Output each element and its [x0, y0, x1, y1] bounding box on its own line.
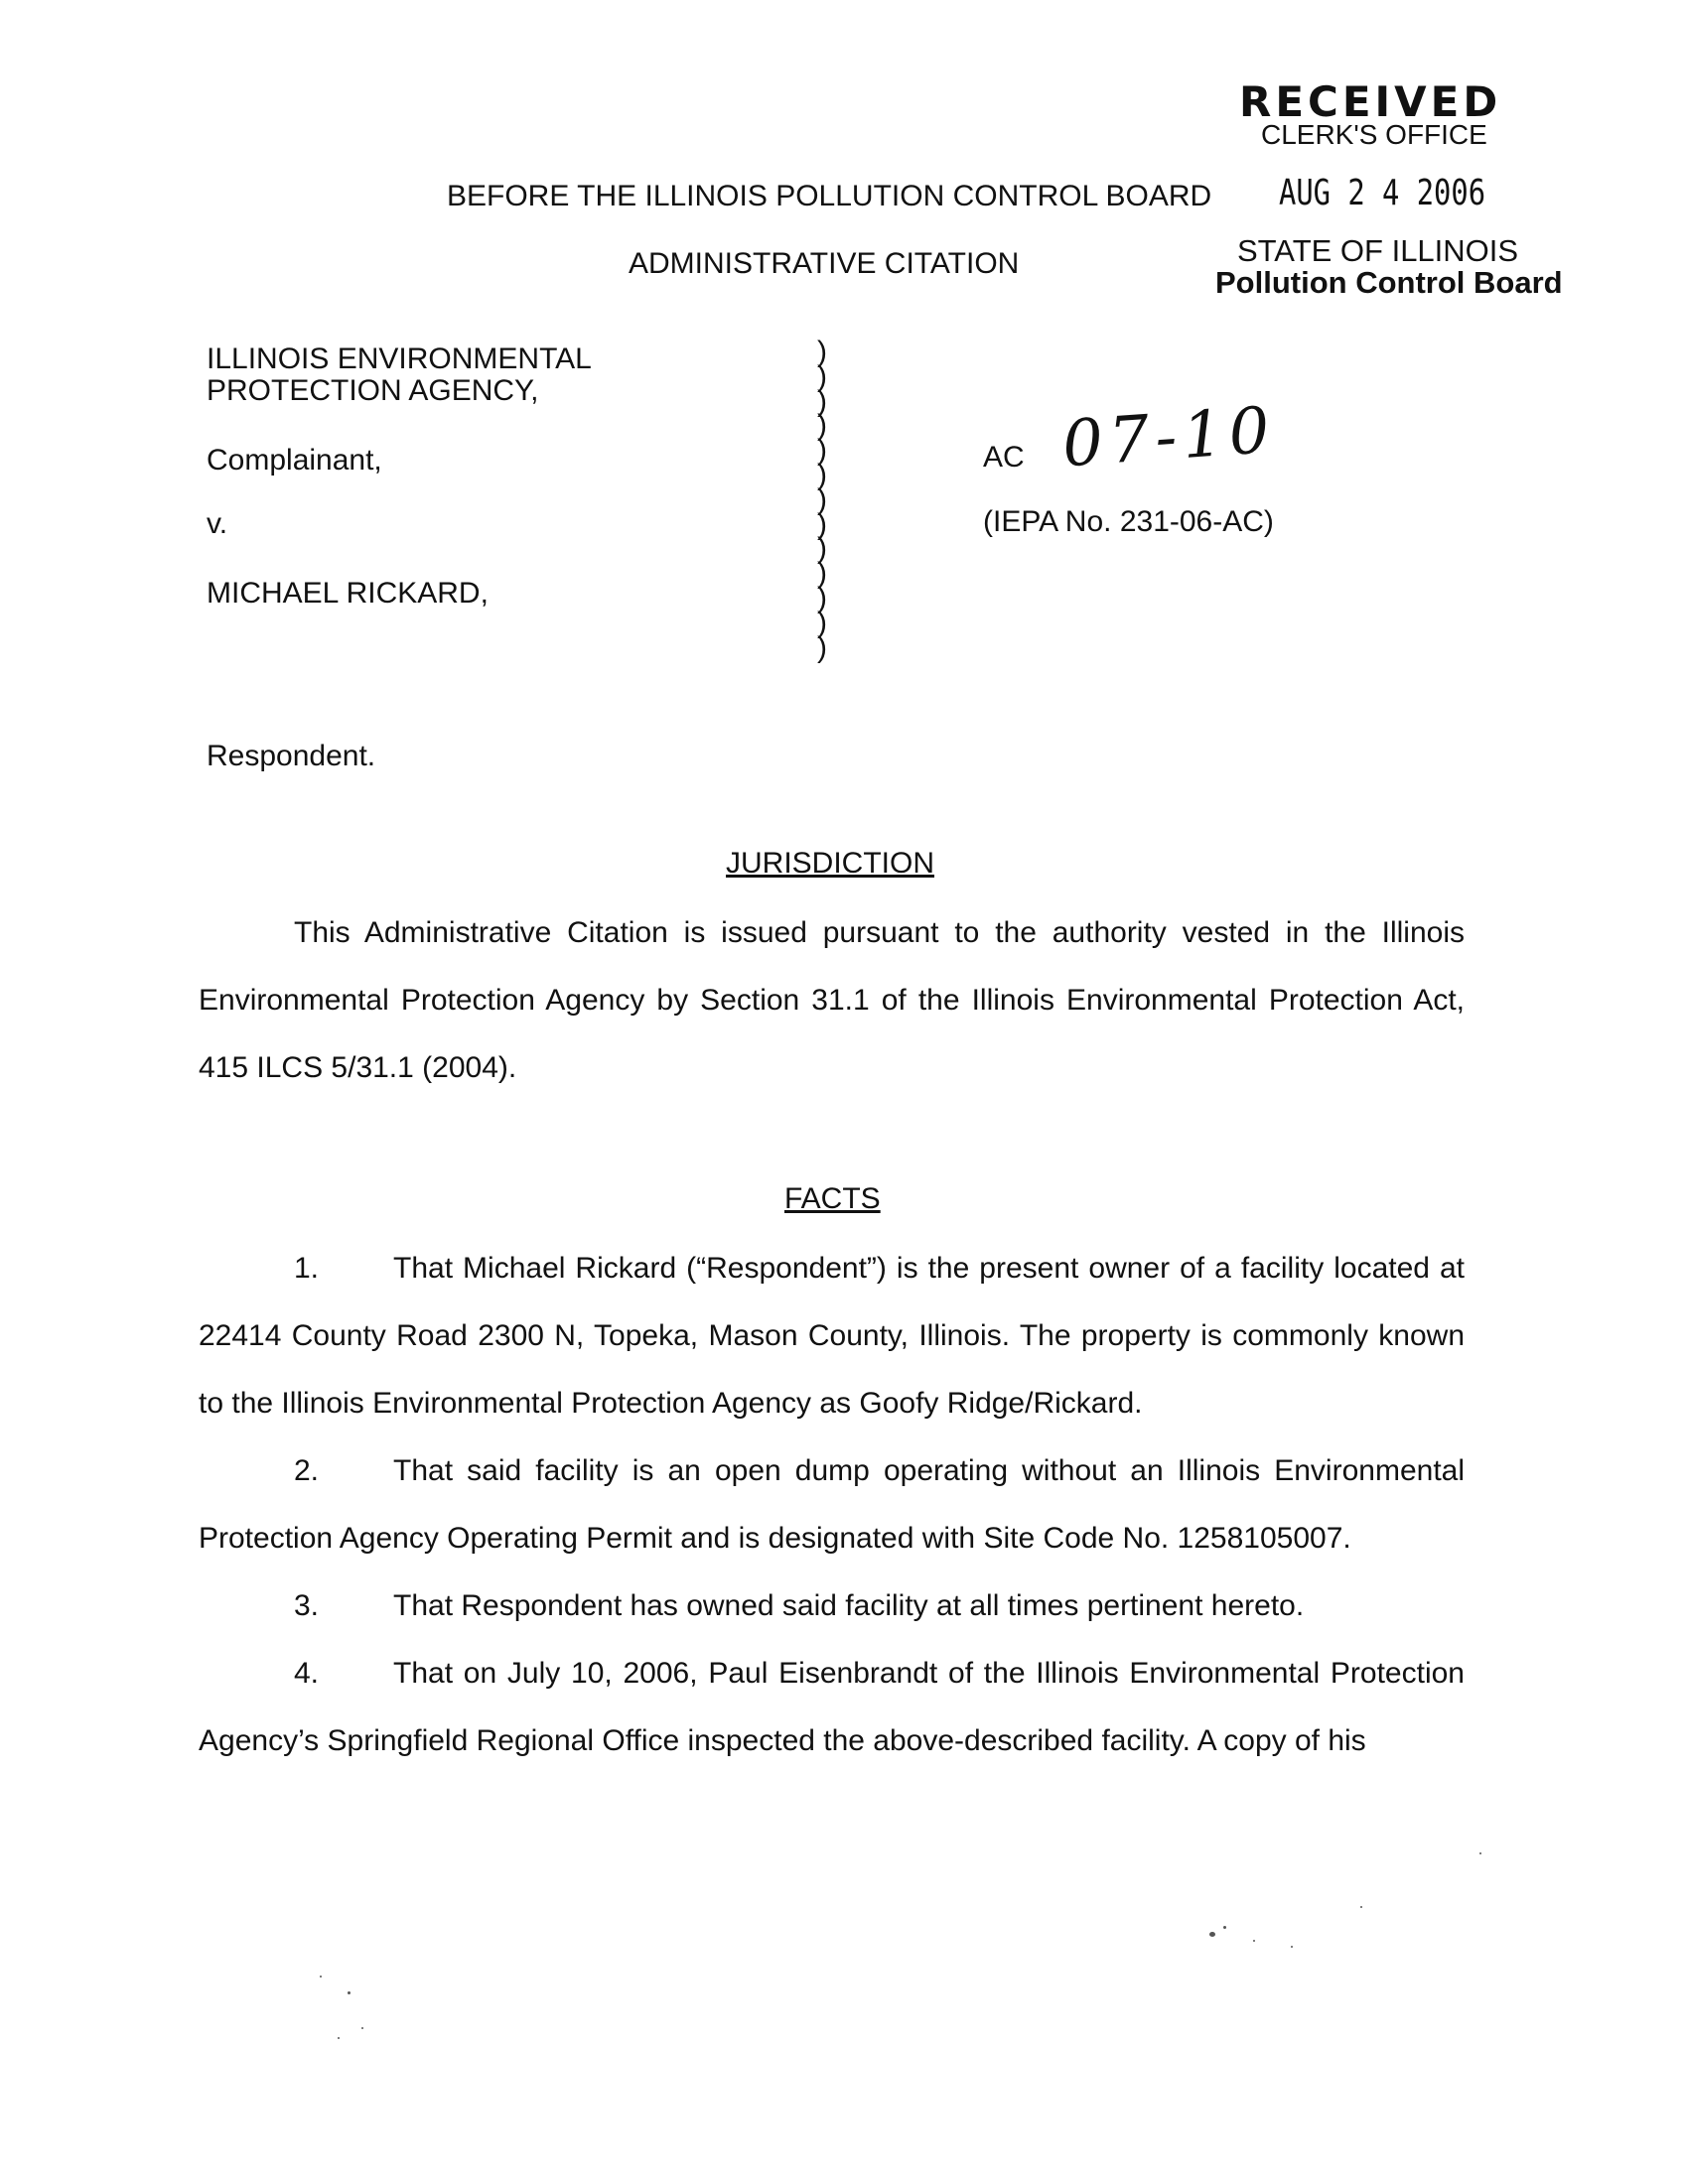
paren: ): [817, 557, 827, 591]
respondent-name: MICHAEL RICKARD,: [207, 577, 489, 610]
ac-number-handwritten: 07-10: [1059, 393, 1278, 482]
fact-item: [199, 1235, 1465, 1437]
fact-text: That on July 10, 2006, Paul Eisenbrandt of the Illinois Environmental Protection Agency’s Springfield Regional Office inspected the above-described facility. A copy of his: [199, 1657, 1465, 1757]
fact-number: 1.: [294, 1252, 320, 1285]
fact-item: [199, 1640, 1465, 1775]
stamp-state: STATE OF ILLINOIS: [1237, 233, 1519, 268]
document-header: BEFORE THE ILLINOIS POLLUTION CONTROL BOARD: [447, 180, 1212, 212]
fact-text: That Michael Rickard (“Respondent”) is the present owner of a facility located at 22414 County Road 2300 N, Topeka, Mason County, Illinois. The property is commonly known to the Illinois Environmental Protection Agency as Goofy Ridge/Rickard.: [199, 1252, 1465, 1420]
paren: ): [817, 482, 827, 516]
facts-heading: FACTS: [784, 1182, 881, 1215]
jurisdiction-paragraph: This Administrative Citation is issued pursuant to the authority vested in the Illinois Environmental Protection Agency by Section 31.1 of the Illinois Environmental Protection Act, 415 ILCS 5/31.1 (2004).: [199, 916, 1465, 1084]
fact-number: 2.: [294, 1454, 320, 1487]
fact-number: 4.: [294, 1657, 320, 1690]
stamp-board: Pollution Control Board: [1215, 265, 1563, 300]
paren: ): [817, 507, 827, 541]
complainant-label: Complainant,: [207, 444, 382, 477]
paren: ): [817, 458, 827, 491]
versus: v.: [207, 507, 228, 540]
fact-text: That Respondent has owned said facility at all times pertinent hereto.: [393, 1589, 1305, 1622]
complainant-name-line1: ILLINOIS ENVIRONMENTAL: [207, 342, 592, 375]
iepa-number: (IEPA No. 231-06-AC): [983, 505, 1274, 538]
paren: ): [817, 384, 827, 418]
respondent-label: Respondent.: [207, 740, 376, 772]
paren: ): [817, 409, 827, 443]
fact-item: [199, 1437, 1465, 1572]
document-title: ADMINISTRATIVE CITATION: [629, 247, 1020, 280]
paren: ): [817, 581, 827, 614]
paren: ): [817, 336, 827, 368]
paren: ): [817, 532, 827, 566]
caption-parentheses: [817, 336, 827, 664]
fact-text: That said facility is an open dump operating without an Illinois Environmental Protection Agency Operating Permit and is designated with Site Code No. 1258105007.: [199, 1454, 1465, 1555]
complainant-name-line2: PROTECTION AGENCY,: [207, 374, 539, 407]
paren: ): [817, 606, 827, 639]
stamp-date: AUG 2 4 2006: [1279, 173, 1486, 213]
fact-number: 3.: [294, 1589, 320, 1622]
stamp-office: CLERK'S OFFICE: [1261, 119, 1487, 150]
fact-item: [199, 1572, 1465, 1640]
jurisdiction-heading: JURISDICTION: [726, 847, 934, 880]
paren: ): [817, 434, 827, 468]
ac-label: AC: [983, 441, 1025, 474]
paren: ): [817, 359, 827, 393]
stamp-received: RECEIVED: [1239, 77, 1502, 126]
paren: ): [817, 630, 827, 664]
